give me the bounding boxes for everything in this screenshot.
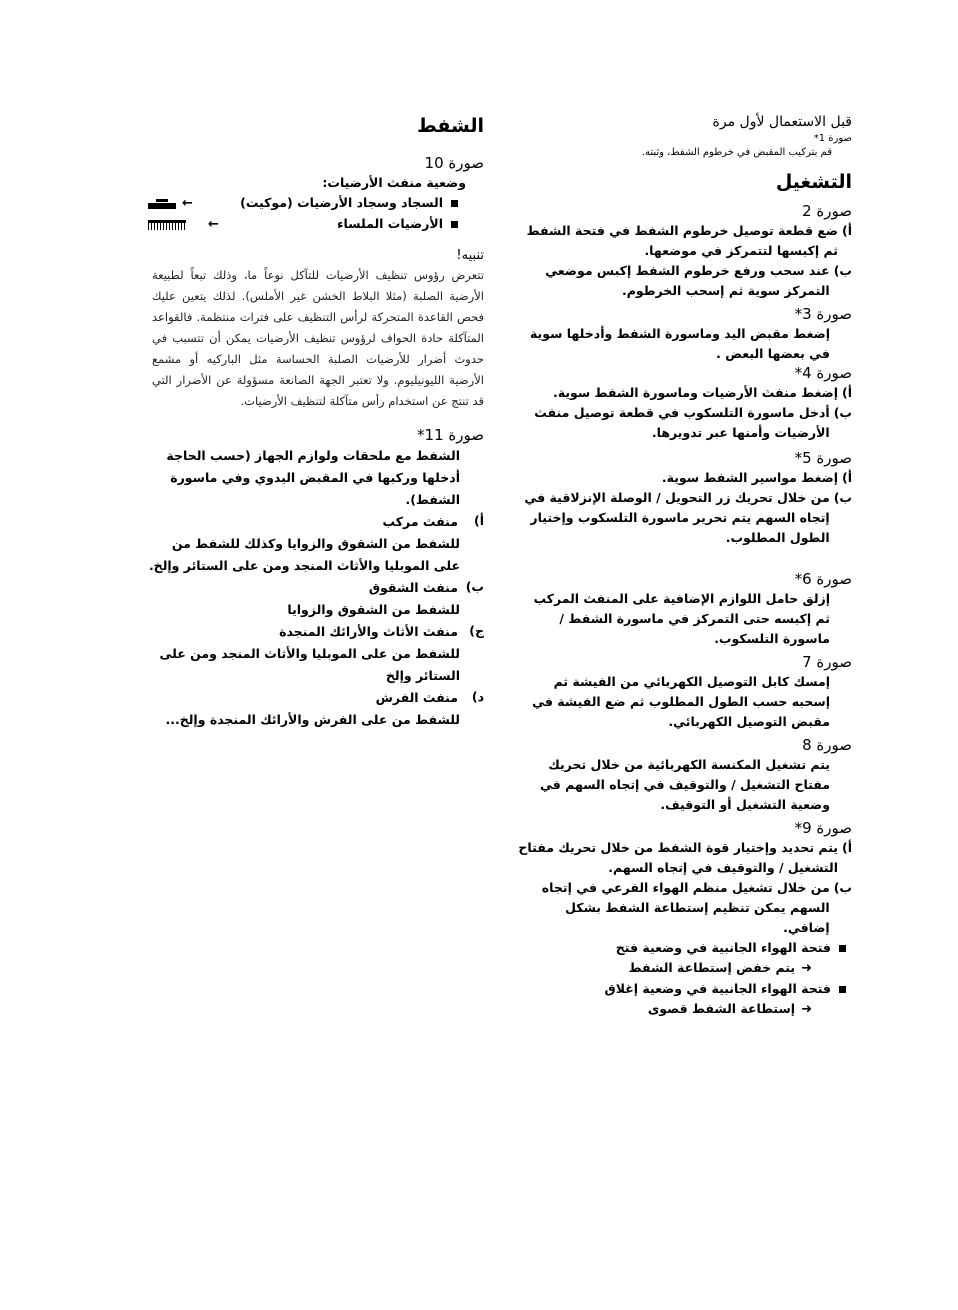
item-text: من خلال تحريك زر التحويل / الوصلة الإنزلاقية في إتجاه السهم يتم تحرير ماسورة التلسكوب وإختيار الطول المطلوب. <box>524 490 830 545</box>
fig11-item-c <box>148 621 484 643</box>
fig6-text: إزلق حامل اللوازم الإضافية على المنفث المركب ثم إكبسه حتى التمركز في ماسورة الشفط / ماسورة التلسكوب. <box>533 591 830 646</box>
item-label: ب) <box>833 405 852 420</box>
bullet-icon <box>451 221 458 228</box>
fig8-text: يتم تشغيل المكنسة الكهربائية من خلال تحريك مفتاح التشغيل / والتوقيف في إتجاه السهم في وضعية التشغيل أو التوقيف. <box>539 757 830 812</box>
fig9-bullet-1 <box>515 938 852 958</box>
result-text: إستطاعة الشفط قصوى <box>647 1001 796 1016</box>
item-text: إضغط منفث الأرضيات وماسورة الشفط سوية. <box>553 385 838 400</box>
arrow-left-icon: ➜ <box>801 961 812 976</box>
fig2-item-a <box>515 221 852 261</box>
fig11-item-d <box>148 687 484 709</box>
item-text: أدخل ماسورة التلسكوب في قطعة توصيل منفث الأرضيات وأمنها عبر تدويرها. <box>534 405 830 440</box>
bullet-text: السجاد وسجاد الأرضيات (موكيت) <box>240 195 443 210</box>
fig11-item-a <box>148 511 484 533</box>
fig11-item-b <box>148 577 484 599</box>
figure-10-label: صورة 10 <box>424 154 484 172</box>
fig11-item-c-text: للشفط من على الموبليا والأثاث المنجد ومن على الستائر وإلخ <box>159 646 460 683</box>
fig5-item-a <box>515 468 852 488</box>
item-text: عند سحب ورفع خرطوم الشفط إكبس موضعي التمركز سوية ثم إسحب الخرطوم. <box>545 263 830 298</box>
figure-4-label: صورة 4* <box>794 364 852 382</box>
bullet-text: فتحة الهواء الجانبية في وضعية إغلاق <box>604 981 831 996</box>
fig10-heading: وضعية منفث الأرضيات: <box>322 175 466 190</box>
fig11-intro: الشفط مع ملحقات ولوازم الجهاز (حسب الحاجة أدخلها وركبها في المقبض اليدوي وفي ماسورة الشفط). <box>166 448 460 507</box>
left-column <box>148 112 484 731</box>
fig9-bullet-2 <box>515 979 852 999</box>
figure-7-label: صورة 7 <box>802 653 852 671</box>
first-use-title: قبل الاستعمال لأول مرة <box>712 114 852 130</box>
first-use-figure: صورة 1* <box>813 133 852 144</box>
item-title: منفث الأثاث والأرائك المنجدة <box>279 624 458 639</box>
bullet-icon <box>451 200 458 207</box>
figure-3-label: صورة 3* <box>794 305 852 323</box>
figure-6-label: صورة 6* <box>794 570 852 588</box>
item-label: ج) <box>469 623 484 638</box>
right-column <box>515 112 852 1020</box>
warning-title: تنبيه! <box>456 248 484 263</box>
item-label: أ) <box>474 513 484 528</box>
arrow-left-icon: ← <box>182 196 193 211</box>
item-label: أ) <box>842 385 852 400</box>
fig10-item-carpet <box>148 193 484 214</box>
fig4-item-b <box>515 403 852 443</box>
figure-11-label: صورة 11* <box>417 426 484 444</box>
item-label: أ) <box>842 470 852 485</box>
fig11-item-a-text: للشفط من الشقوق والزوايا وكذلك للشفط من على الموبليا والأثاث المنجد ومن على الستائر وإلخ. <box>148 536 460 573</box>
item-label: د) <box>471 689 484 704</box>
bullet-icon <box>839 986 846 993</box>
fig3-text: إضغط مقبض اليد وماسورة الشفط وأدخلها سوية في بعضها البعض . <box>529 326 830 361</box>
bullet-icon <box>839 945 846 952</box>
fig7-text: إمسك كابل التوصيل الكهربائي من الفيشة ثم إسحبه حسب الطول المطلوب ثم ضع الفيشة في مقبض التوصيل الكهربائي. <box>532 674 830 729</box>
operation-title: التشغيل <box>775 171 852 193</box>
item-label: أ) <box>842 840 852 855</box>
figure-9-label: صورة 9* <box>794 819 852 837</box>
fig9-item-b <box>515 878 852 938</box>
item-title: منفث الفرش <box>375 690 458 705</box>
fig5-item-b <box>515 488 852 548</box>
result-text: يتم خفض إستطاعة الشفط <box>628 960 796 975</box>
arrow-left-icon: ➜ <box>801 1002 812 1017</box>
first-use-text: قم بتركيب المقبض في خرطوم الشفط، وثبته. <box>641 147 832 158</box>
bullet-text: الأرضيات الملساء <box>337 216 443 231</box>
item-text: ضع قطعة توصيل خرطوم الشفط في فتحة الشفط ثم إكبسها لتتمركز في موضعها. <box>526 223 838 258</box>
item-text: يتم تحديد وإختيار قوة الشفط من خلال تحريك مفتاح التشغيل / والتوقيف في إتجاه السهم. <box>518 840 838 875</box>
fig10-item-floor <box>148 214 484 235</box>
item-label: أ) <box>842 223 852 238</box>
figure-5-label: صورة 5* <box>794 449 852 467</box>
fig11-item-d-text: للشفط من على الفرش والأرائك المنجدة وإلخ... <box>165 712 460 727</box>
bullet-text: فتحة الهواء الجانبية في وضعية فتح <box>615 940 831 955</box>
item-text: من خلال تشغيل منظم الهواء الفرعي في إتجاه السهم يمكن تنظيم إستطاعة الشفط بشكل إضافي. <box>541 880 830 935</box>
suction-title: الشفط <box>416 115 484 137</box>
item-title: منفث مركب <box>382 514 458 529</box>
fig9-item-a <box>515 838 852 878</box>
fig9-bullet-1-result <box>515 958 852 979</box>
item-label: ب) <box>465 579 484 594</box>
carpet-nozzle-icon <box>148 199 176 209</box>
warning-text: تتعرض رؤوس تنظيف الأرضيات للتآكل نوعاً ما، وذلك تبعاً لطبيعة الأرضية الصلبة (مثلا البلاط الخشن غير الأملس). لذلك يتعين عليك فحص القاعدة المتحركة لرأس التنظيف على فترات منتظمة. فالقواعد المتآكلة حادة الحواف لرؤوس تنظيف الأرضيات يمكن أن تتسبب في حدوث أضرار للأرضيات الصلبة الحساسة مثل الباركيه أو مشمع الأرضية الليونيليوم. ولا تعتبر الجهة الصانعة مسؤولة عن الأضرار التي قد تنتج عن استخدام رأس متآكلة لتنظيف الأرضيات. <box>152 268 484 408</box>
item-title: منفث الشقوق <box>368 580 458 595</box>
fig4-item-a <box>515 383 852 403</box>
fig9-bullet-2-result <box>515 999 852 1020</box>
item-text: إضغط مواسير الشفط سوية. <box>661 470 838 485</box>
arrow-left-icon: ← <box>208 217 219 232</box>
item-label: ب) <box>833 490 852 505</box>
figure-2-label: صورة 2 <box>802 202 852 220</box>
fig2-item-b <box>515 261 852 301</box>
item-label: ب) <box>833 263 852 278</box>
item-label: ب) <box>833 880 852 895</box>
figure-8-label: صورة 8 <box>802 736 852 754</box>
fig11-item-b-text: للشفط من الشقوق والزوايا <box>287 602 460 617</box>
hard-floor-nozzle-icon <box>148 220 186 230</box>
